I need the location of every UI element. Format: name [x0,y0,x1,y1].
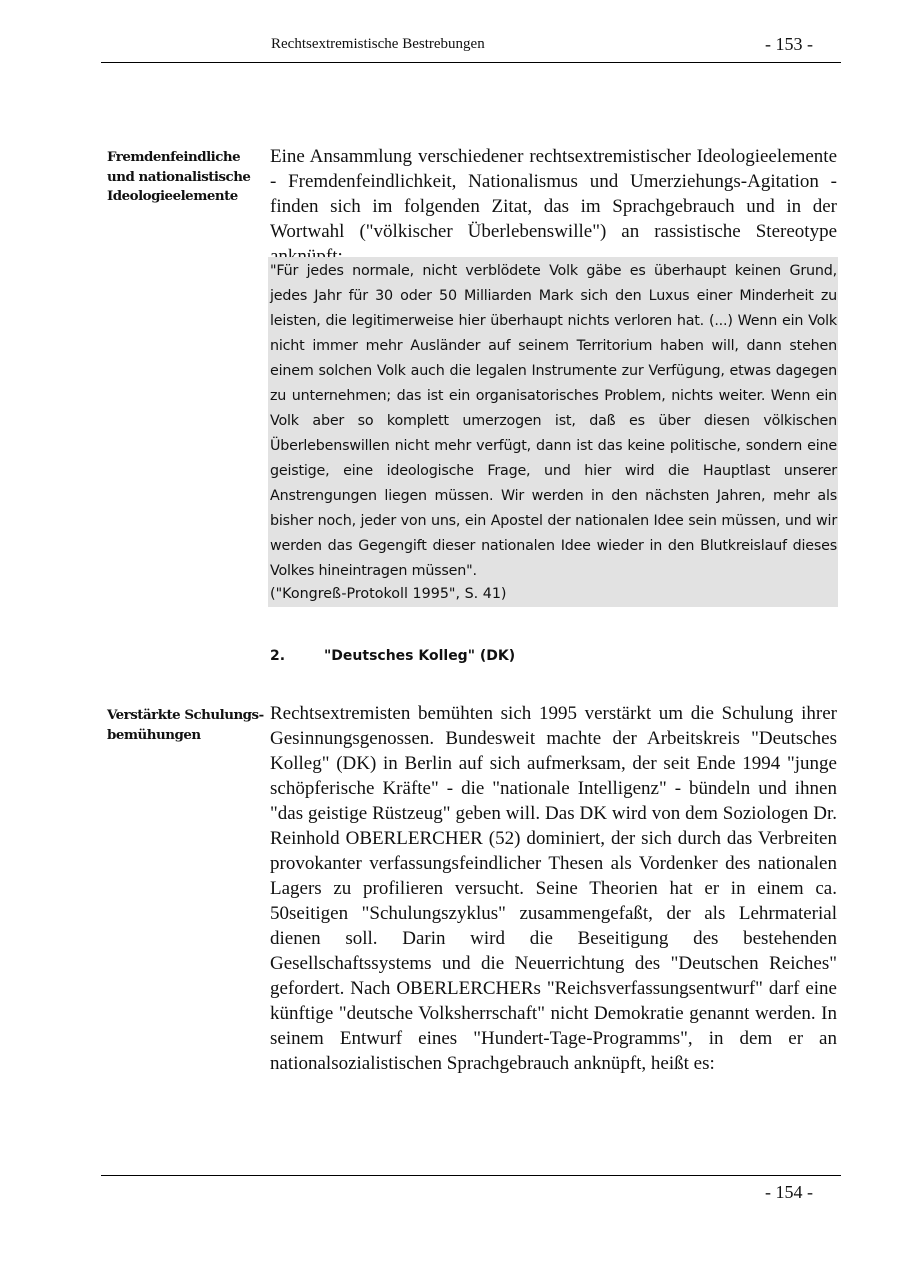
section-paragraph: Rechtsextremisten bemühten sich 1995 verstärkt um die Schulung ihrer Gesinnungsgenossen. Bundesweit machte der Arbeitskreis "Deutsches Kolleg" (DK) in Berlin auf sich aufmerksam, der seit Ende 1994 "junge schöpferische Kräfte" - die "nationale Intelligenz" - bündeln und ihnen "das geistige Rüstzeug" geben will. Das DK wird von dem Soziologen Dr. Reinhold OBERLERCHER (52) dominiert, der sich durch das Verbreiten provokanter verfassungsfeindlicher Thesen als Vordenker des nationalen Lagers zu profilieren versucht. Seine Theorien hat er in einem ca. 50seitigen "Schulungszyklus" zusammengefaßt, der als Lehrmaterial dienen soll. Darin wird die Beseitigung des bestehenden Gesellschaftssystems und die Neuerrichtung des "Deutschen Reiches" gefordert. Nach OBERLERCHERs "Reichsverfassungsentwurf" darf eine künftige "deutsche Volksherrschaft" nicht Demokratie genannt werden. In seinem Entwurf eines "Hundert-Tage-Programms", in dem er an nationalsozialistischen Sprachgebrauch anknüpft, heißt es: [270,703,837,1074]
quote-box [268,257,838,607]
quote-text: "Für jedes normale, nicht verblödete Volk gäbe es überhaupt keinen Grund, jedes Jahr für 30 oder 50 Milliarden Mark sich den Luxus einer Minderheit zu leisten, die legitimerweise hier überhaupt nichts verloren hat. (...) Wenn ein Volk nicht immer mehr Ausländer auf seinem Territorium haben will, dann stehen einem solchen Volk auch die legalen Instrumente zur Verfügung, etwas dagegen zu unternehmen; das ist ein organisatorisches Problem, nichts weiter. Wenn ein Volk aber so komplett umerzogen ist, daß es über diesen völkischen Überlebenswillen nicht mehr verfügt, dann ist das keine politische, sondern eine geistige, eine ideologische Frage, und hier wird die Hauptlast unserer Anstrengungen liegen müssen. Wir werden in den nächsten Jahren, mehr als bisher noch, jeder von uns, ein Apostel der nationalen Idee sein müssen, und wir werden das Gegengift dieser nationalen Idee wieder in den Blutkreislauf dieses Volkes hineintragen müssen". [270,263,837,579]
section-number: 2. [270,648,286,664]
page-footer [101,1175,841,1202]
section-heading [270,648,515,664]
header-page-number: - 153 - [765,34,813,54]
intro-paragraph: Eine Ansammlung verschiedener rechtsextremistischer Ideologieelemente - Fremdenfeindlichkeit, Nationalismus und Umerziehungs-Agitation - finden sich im folgenden Zitat, das im Sprachgebrauch und in der Wortwahl ("völkischer Überlebenswille") an rassistische Stereotype [270,146,837,242]
page-header [101,34,841,63]
sidenote-training: Verstärkte Schulungs-bemühungen [107,707,264,743]
quote-source: ("Kongreß-Protokoll 1995", S. 41) [270,586,507,602]
section-title: "Deutsches Kolleg" (DK) [324,648,516,664]
running-title: Rechtsextremistische Bestrebungen [271,36,485,52]
sidenote-ideology: Fremdenfeindliche und nationalistische Ideologieelemente [107,149,251,204]
footer-page-number: - 154 - [765,1182,813,1202]
